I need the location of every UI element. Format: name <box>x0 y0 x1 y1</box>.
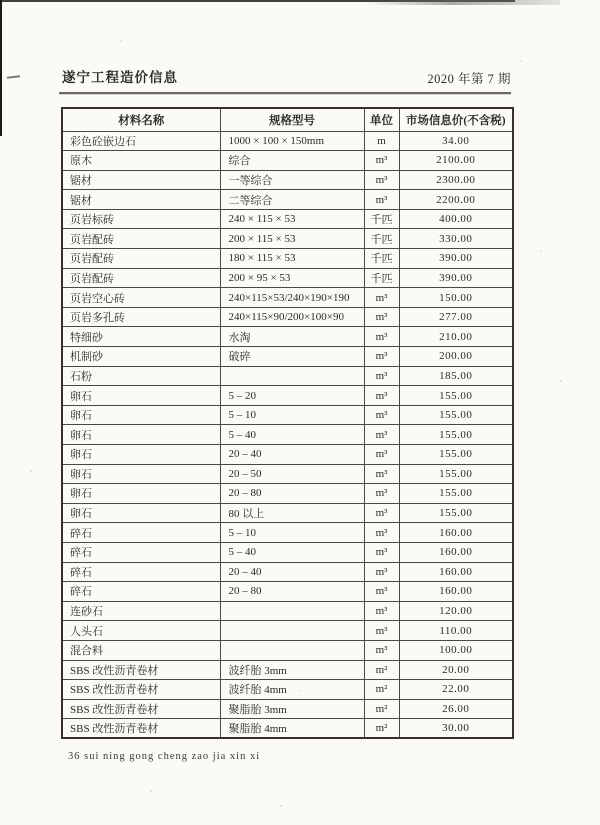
table-row <box>62 542 513 562</box>
material-name-cell: 彩色砼嵌边石 <box>62 131 220 151</box>
specification-cell: 破碎 <box>220 347 364 367</box>
price-cell: 160.00 <box>399 562 513 582</box>
table-row <box>62 562 513 582</box>
specification-cell: 1000 × 100 × 150mm <box>220 131 364 151</box>
price-cell: 155.00 <box>399 445 513 465</box>
material-name-cell: 页岩配砖 <box>62 268 220 288</box>
material-name-cell: 碎石 <box>62 523 220 543</box>
specification-cell: 5 – 40 <box>220 425 364 445</box>
price-cell: 155.00 <box>399 503 513 523</box>
table-row <box>62 131 513 151</box>
material-name-cell: 特细砂 <box>62 327 220 347</box>
unit-cell: m³ <box>364 190 399 210</box>
table-row <box>62 699 513 719</box>
unit-cell: m³ <box>364 170 399 190</box>
price-cell: 120.00 <box>399 601 513 621</box>
specification-cell: 20 – 80 <box>220 582 364 602</box>
material-name-cell: 卵石 <box>62 484 220 504</box>
table-row <box>62 405 513 425</box>
table-row <box>62 366 513 386</box>
table-row <box>62 347 513 367</box>
table-row <box>62 425 513 445</box>
unit-cell: m³ <box>364 601 399 621</box>
material-name-cell: 石粉 <box>62 366 220 386</box>
scan-artifact-top-smudge <box>365 0 560 5</box>
price-cell: 20.00 <box>399 660 513 680</box>
specification-cell: 综合 <box>220 151 364 171</box>
unit-cell: m³ <box>364 386 399 406</box>
specification-cell: 20 – 80 <box>220 484 364 504</box>
unit-cell: m³ <box>364 425 399 445</box>
table-row <box>62 386 513 406</box>
document-title: 遂宁工程造价信息 <box>62 70 178 85</box>
unit-cell: m² <box>364 680 399 700</box>
specification-cell: 波纤胎 3mm <box>220 660 364 680</box>
price-cell: 390.00 <box>399 249 513 269</box>
material-name-cell: 碎石 <box>62 542 220 562</box>
material-name-cell: 卵石 <box>62 464 220 484</box>
column-header-market-price: 市场信息价(不含税) <box>399 108 513 131</box>
material-name-cell: 卵石 <box>62 405 220 425</box>
unit-cell: 千匹 <box>364 268 399 288</box>
price-cell: 185.00 <box>399 366 513 386</box>
unit-cell: m³ <box>364 288 399 308</box>
material-name-cell: SBS 改性沥青卷材 <box>62 680 220 700</box>
price-cell: 150.00 <box>399 288 513 308</box>
table-row <box>62 229 513 249</box>
material-name-cell: SBS 改性沥青卷材 <box>62 699 220 719</box>
price-cell: 100.00 <box>399 640 513 660</box>
unit-cell: m³ <box>364 445 399 465</box>
issue-number: 2020 年第 7 期 <box>427 72 511 86</box>
unit-cell: m³ <box>364 484 399 504</box>
table-header-row <box>62 108 513 131</box>
table-header <box>62 108 513 131</box>
material-name-cell: 锯材 <box>62 190 220 210</box>
price-cell: 155.00 <box>399 464 513 484</box>
column-header-unit: 单位 <box>364 108 399 131</box>
material-name-cell: 页岩配砖 <box>62 229 220 249</box>
specification-cell: 180 × 115 × 53 <box>220 249 364 269</box>
column-header-specification: 规格型号 <box>220 108 364 131</box>
table-row <box>62 209 513 229</box>
material-name-cell: 混合料 <box>62 640 220 660</box>
price-cell: 155.00 <box>399 405 513 425</box>
table-row <box>62 523 513 543</box>
price-cell: 22.00 <box>399 680 513 700</box>
table-row <box>62 307 513 327</box>
price-cell: 155.00 <box>399 484 513 504</box>
table-row <box>62 249 513 269</box>
specification-cell: 240×115×90/200×100×90 <box>220 307 364 327</box>
unit-cell: m³ <box>364 307 399 327</box>
unit-cell: m <box>364 131 399 151</box>
page-footer-pinyin: 36 sui ning gong cheng zao jia xin xi <box>68 751 261 762</box>
material-name-cell: 页岩多孔砖 <box>62 307 220 327</box>
price-cell: 34.00 <box>399 131 513 151</box>
price-cell: 2100.00 <box>399 151 513 171</box>
price-cell: 200.00 <box>399 347 513 367</box>
specification-cell: 240×115×53/240×190×190 <box>220 288 364 308</box>
table-row <box>62 288 513 308</box>
unit-cell: m³ <box>364 366 399 386</box>
unit-cell: m² <box>364 660 399 680</box>
unit-cell: 千匹 <box>364 229 399 249</box>
table-row <box>62 484 513 504</box>
specification-cell: 聚脂胎 4mm <box>220 719 364 739</box>
specification-cell: 20 – 40 <box>220 562 364 582</box>
specification-cell: 聚脂胎 3mm <box>220 699 364 719</box>
material-name-cell: SBS 改性沥青卷材 <box>62 719 220 739</box>
material-name-cell: 原木 <box>62 151 220 171</box>
specification-cell: 5 – 10 <box>220 405 364 425</box>
price-table-body <box>62 131 513 738</box>
unit-cell: 千匹 <box>364 209 399 229</box>
material-name-cell: 页岩空心砖 <box>62 288 220 308</box>
specification-cell: 二等综合 <box>220 190 364 210</box>
unit-cell: 千匹 <box>364 249 399 269</box>
specification-cell: 5 – 10 <box>220 523 364 543</box>
table-row <box>62 151 513 171</box>
price-cell: 30.00 <box>399 719 513 739</box>
specification-cell: 5 – 40 <box>220 542 364 562</box>
table-row <box>62 464 513 484</box>
materials-price-table <box>61 107 514 739</box>
material-name-cell: 页岩标砖 <box>62 209 220 229</box>
price-cell: 155.00 <box>399 425 513 445</box>
unit-cell: m³ <box>364 405 399 425</box>
column-header-material-name: 材料名称 <box>62 108 220 131</box>
material-name-cell: 卵石 <box>62 503 220 523</box>
specification-cell: 一等综合 <box>220 170 364 190</box>
unit-cell: m³ <box>364 151 399 171</box>
material-name-cell: 碎石 <box>62 562 220 582</box>
material-name-cell: 锯材 <box>62 170 220 190</box>
price-cell: 330.00 <box>399 229 513 249</box>
unit-cell: m³ <box>364 503 399 523</box>
specification-cell: 水淘 <box>220 327 364 347</box>
unit-cell: m² <box>364 719 399 739</box>
specification-cell: 80 以上 <box>220 503 364 523</box>
price-cell: 155.00 <box>399 386 513 406</box>
unit-cell: m³ <box>364 327 399 347</box>
table-row <box>62 680 513 700</box>
unit-cell: m³ <box>364 582 399 602</box>
specification-cell: 240 × 115 × 53 <box>220 209 364 229</box>
header-divider-line <box>59 92 511 94</box>
price-cell: 390.00 <box>399 268 513 288</box>
unit-cell: m³ <box>364 464 399 484</box>
price-cell: 160.00 <box>399 542 513 562</box>
price-cell: 400.00 <box>399 209 513 229</box>
unit-cell: m³ <box>364 640 399 660</box>
price-cell: 160.00 <box>399 582 513 602</box>
material-name-cell: 碎石 <box>62 582 220 602</box>
unit-cell: m³ <box>364 562 399 582</box>
specification-cell: 20 – 50 <box>220 464 364 484</box>
scan-artifact-left-edge <box>0 0 2 136</box>
unit-cell: m³ <box>364 542 399 562</box>
table-row <box>62 582 513 602</box>
specification-cell <box>220 601 364 621</box>
table-row <box>62 445 513 465</box>
price-cell: 2200.00 <box>399 190 513 210</box>
material-name-cell: 卵石 <box>62 425 220 445</box>
unit-cell: m³ <box>364 347 399 367</box>
material-name-cell: 机制砂 <box>62 347 220 367</box>
price-cell: 210.00 <box>399 327 513 347</box>
price-cell: 160.00 <box>399 523 513 543</box>
table-row <box>62 170 513 190</box>
specification-cell <box>220 640 364 660</box>
table-row <box>62 640 513 660</box>
specification-cell: 波纤胎 4mm <box>220 680 364 700</box>
table-row <box>62 719 513 739</box>
table-row <box>62 660 513 680</box>
material-name-cell: 人头石 <box>62 621 220 641</box>
specification-cell <box>220 366 364 386</box>
unit-cell: m³ <box>364 621 399 641</box>
table-row <box>62 327 513 347</box>
table-row <box>62 621 513 641</box>
table-row <box>62 268 513 288</box>
specification-cell: 20 – 40 <box>220 445 364 465</box>
price-cell: 26.00 <box>399 699 513 719</box>
table-row <box>62 601 513 621</box>
table-row <box>62 503 513 523</box>
price-cell: 110.00 <box>399 621 513 641</box>
material-name-cell: 页岩配砖 <box>62 249 220 269</box>
unit-cell: m² <box>364 699 399 719</box>
material-name-cell: 卵石 <box>62 386 220 406</box>
price-cell: 2300.00 <box>399 170 513 190</box>
specification-cell: 5 – 20 <box>220 386 364 406</box>
table-row <box>62 190 513 210</box>
material-name-cell: 连砂石 <box>62 601 220 621</box>
specification-cell: 200 × 95 × 53 <box>220 268 364 288</box>
material-name-cell: 卵石 <box>62 445 220 465</box>
price-cell: 277.00 <box>399 307 513 327</box>
specification-cell <box>220 621 364 641</box>
unit-cell: m³ <box>364 523 399 543</box>
material-name-cell: SBS 改性沥青卷材 <box>62 660 220 680</box>
specification-cell: 200 × 115 × 53 <box>220 229 364 249</box>
